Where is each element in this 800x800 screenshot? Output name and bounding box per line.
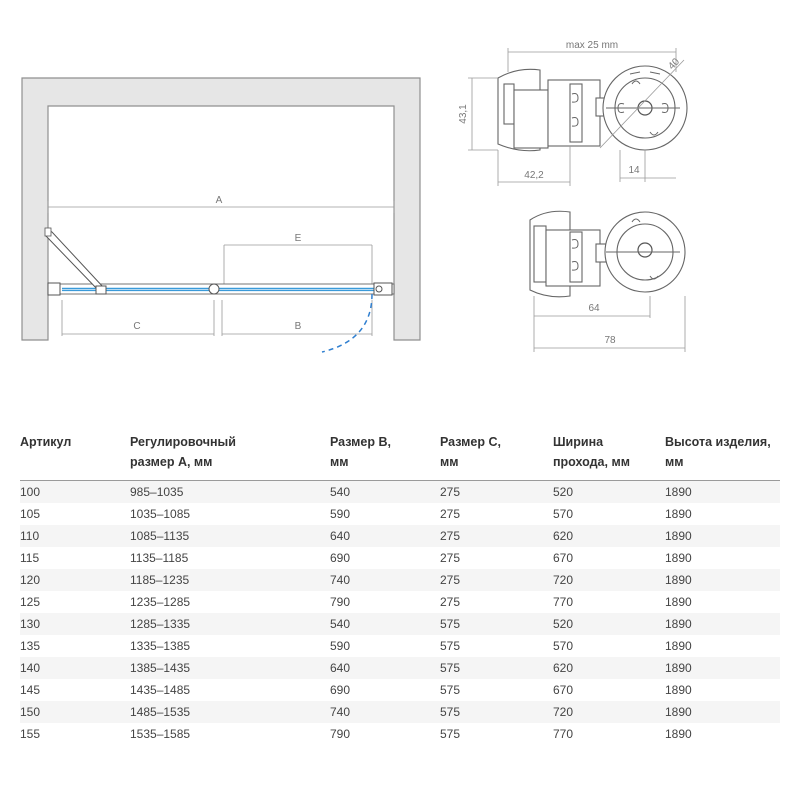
cell-pass-width: 720 (553, 701, 665, 723)
cell-size-b: 590 (330, 507, 351, 521)
cell-height: 1890 (665, 595, 692, 609)
cell-article: 145 (20, 683, 41, 697)
table-row (20, 591, 780, 613)
plan-view (22, 78, 420, 352)
cell-size-b: 690 (330, 551, 351, 565)
cell-size-a: 1085–1135 (130, 525, 330, 547)
cell-pass-width: 520 (553, 613, 665, 635)
cell-pass-width: 570 (553, 639, 574, 653)
dimension-a (48, 195, 394, 213)
cell-size-b: 790 (330, 595, 351, 609)
header-article: Артикул (20, 432, 130, 481)
cell-size-c: 575 (440, 657, 553, 679)
cell-size-a: 1435–1485 (130, 683, 191, 697)
cell-size-c: 275 (440, 481, 553, 504)
table-row (20, 503, 780, 525)
dim-e-label: E (294, 233, 302, 244)
cell-pass-width: 720 (553, 569, 665, 591)
cell-size-c: 275 (440, 595, 461, 609)
niche-wall (22, 78, 420, 340)
table-row (20, 613, 780, 635)
header-pass-width: Ширина прохода, мм (553, 432, 665, 481)
cell-article: 125 (20, 595, 41, 609)
cell-size-b: 740 (330, 569, 440, 591)
table-row (20, 635, 780, 657)
table-row (20, 525, 780, 547)
header-height: Высота изделия, мм (665, 432, 780, 481)
cell-pass-width: 570 (553, 507, 574, 521)
cell-article: 135 (20, 639, 41, 653)
table-row (20, 547, 780, 569)
cell-size-b: 590 (330, 639, 351, 653)
profile-section-bottom (530, 211, 685, 352)
table-body (20, 481, 780, 746)
cell-size-c: 575 (440, 683, 461, 697)
profile-section-top (458, 40, 687, 186)
cell-height: 1890 (665, 481, 780, 504)
cell-pass-width: 670 (553, 683, 574, 697)
cell-size-a: 1135–1185 (130, 551, 189, 565)
dimension-e (224, 233, 372, 288)
cell-size-a: 1485–1535 (130, 701, 330, 723)
cell-pass-width: 520 (553, 481, 665, 504)
cell-pass-width: 620 (553, 525, 665, 547)
cell-size-b: 690 (330, 683, 351, 697)
cell-height: 1890 (665, 507, 692, 521)
cell-height: 1890 (665, 639, 692, 653)
dim-78-label: 78 (604, 335, 616, 346)
cell-article: 155 (20, 727, 41, 741)
dimension-b (222, 300, 372, 336)
cell-size-c: 575 (440, 613, 553, 635)
cell-size-b: 640 (330, 525, 440, 547)
cell-size-c: 575 (440, 701, 553, 723)
table-header-row (20, 432, 780, 481)
door-swing-arc (322, 294, 372, 352)
cell-height: 1890 (665, 569, 780, 591)
cell-size-a: 1535–1585 (130, 727, 191, 741)
cell-size-b: 740 (330, 701, 440, 723)
cell-article: 130 (20, 613, 130, 635)
cell-article: 150 (20, 701, 130, 723)
cell-size-a: 1335–1385 (130, 639, 191, 653)
cell-article: 100 (20, 481, 130, 504)
cell-size-c: 575 (440, 639, 461, 653)
dim-a-label: A (215, 195, 223, 206)
cell-size-c: 275 (440, 551, 461, 565)
dim-c-label: C (133, 321, 141, 332)
table-row (20, 701, 780, 723)
dim-42-2-label: 42,2 (524, 170, 544, 181)
table-row (20, 569, 780, 591)
dim-40-label: 40 (666, 56, 683, 73)
cell-height: 1890 (665, 657, 780, 679)
spec-table (20, 432, 780, 745)
dimension-c (62, 300, 214, 336)
dim-b-label: B (294, 321, 302, 332)
cell-height: 1890 (665, 525, 780, 547)
cell-height: 1890 (665, 613, 780, 635)
cell-article: 105 (20, 507, 41, 521)
cell-height: 1890 (665, 683, 692, 697)
cell-size-b: 640 (330, 657, 440, 679)
cell-size-a: 1185–1235 (130, 569, 330, 591)
dim-64-label: 64 (588, 303, 600, 314)
cell-size-c: 275 (440, 507, 461, 521)
cell-height: 1890 (665, 727, 692, 741)
cell-size-c: 275 (440, 525, 553, 547)
cell-size-b: 790 (330, 727, 351, 741)
cell-article: 115 (20, 551, 40, 565)
table-row (20, 657, 780, 679)
header-size-b: Размер B, мм (330, 432, 440, 481)
cell-size-a: 1285–1335 (130, 613, 330, 635)
cell-pass-width: 770 (553, 595, 574, 609)
cell-pass-width: 770 (553, 727, 574, 741)
door-profile (45, 228, 394, 295)
cell-pass-width: 620 (553, 657, 665, 679)
table-row (20, 481, 780, 504)
cell-size-a: 1035–1085 (130, 507, 191, 521)
cell-size-a: 985–1035 (130, 481, 330, 504)
cell-size-a: 1385–1435 (130, 657, 330, 679)
table-row (20, 723, 780, 745)
dim-43-1-label: 43,1 (458, 104, 469, 124)
cell-height: 1890 (665, 701, 780, 723)
dim-14-label: 14 (628, 165, 640, 176)
cell-article: 120 (20, 569, 130, 591)
cell-size-c: 575 (440, 727, 461, 741)
dim-max25-label: max 25 mm (565, 40, 619, 51)
header-size-a: Регулировочный размер A, мм (130, 432, 330, 481)
cell-article: 110 (20, 525, 130, 547)
cell-size-a: 1235–1285 (130, 595, 191, 609)
header-size-c: Размер C, мм (440, 432, 553, 481)
table-row (20, 679, 780, 701)
cell-height: 1890 (665, 551, 692, 565)
cell-size-c: 275 (440, 569, 553, 591)
cell-pass-width: 670 (553, 551, 574, 565)
cell-size-b: 540 (330, 481, 440, 504)
cell-size-b: 540 (330, 613, 440, 635)
cell-article: 140 (20, 657, 130, 679)
